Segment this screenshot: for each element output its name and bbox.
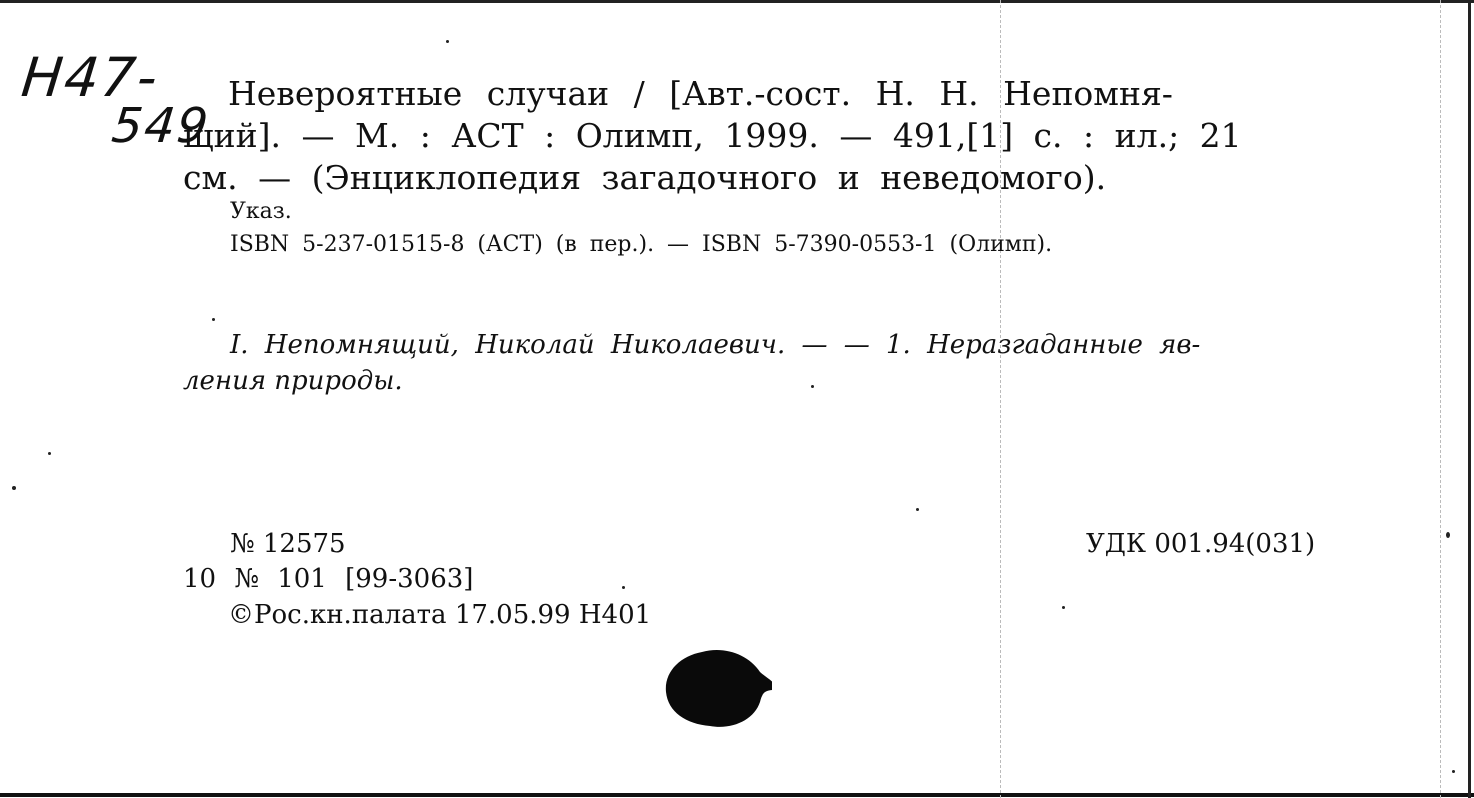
speck — [12, 486, 16, 490]
handwritten-shelfmark-line1: Н47- — [18, 46, 163, 109]
registration-number: 10 № 101 [99-3063] — [183, 564, 474, 594]
speck — [622, 586, 625, 589]
handwritten-shelfmark-line2: 549 — [109, 98, 213, 154]
speck — [916, 508, 919, 511]
card-top-edge — [0, 0, 1474, 3]
speck — [1446, 532, 1450, 538]
copyright-line: ©Рос.кн.палата 17.05.99 Н401 — [228, 600, 652, 630]
note-index: Указ. — [230, 199, 292, 224]
speck — [1452, 770, 1455, 773]
tracing-line-1: I. Непомнящий, Николай Николаевич. — — 1. Неразгаданные яв- — [230, 330, 1201, 360]
title-line-1: Невероятные случаи / [Авт.-сост. Н. Н. Непомня- — [228, 74, 1173, 113]
isbn-line: ISBN 5-237-01515-8 (АСТ) (в пер.). — ISBN 5-7390-0553-1 (Олимп). — [230, 232, 1053, 257]
speck — [48, 452, 51, 455]
tracing-line-2: ления природы. — [183, 366, 403, 396]
ink-blot — [662, 646, 772, 730]
speck — [212, 318, 215, 321]
speck — [446, 40, 449, 43]
title-line-3: см. — (Энциклопедия загадочного и неведомого). — [183, 158, 1107, 197]
speck — [1062, 606, 1065, 609]
speck — [811, 385, 814, 388]
card-number: № 12575 — [230, 529, 346, 559]
scan-artifact-line — [1440, 0, 1441, 798]
udk-code: УДК 001.94(031) — [1086, 529, 1316, 559]
card-bottom-edge — [0, 793, 1474, 797]
title-line-2: щий]. — М. : АСТ : Олимп, 1999. — 491,[1] с. : ил.; 21 — [183, 116, 1242, 155]
card-right-edge — [1468, 0, 1471, 798]
